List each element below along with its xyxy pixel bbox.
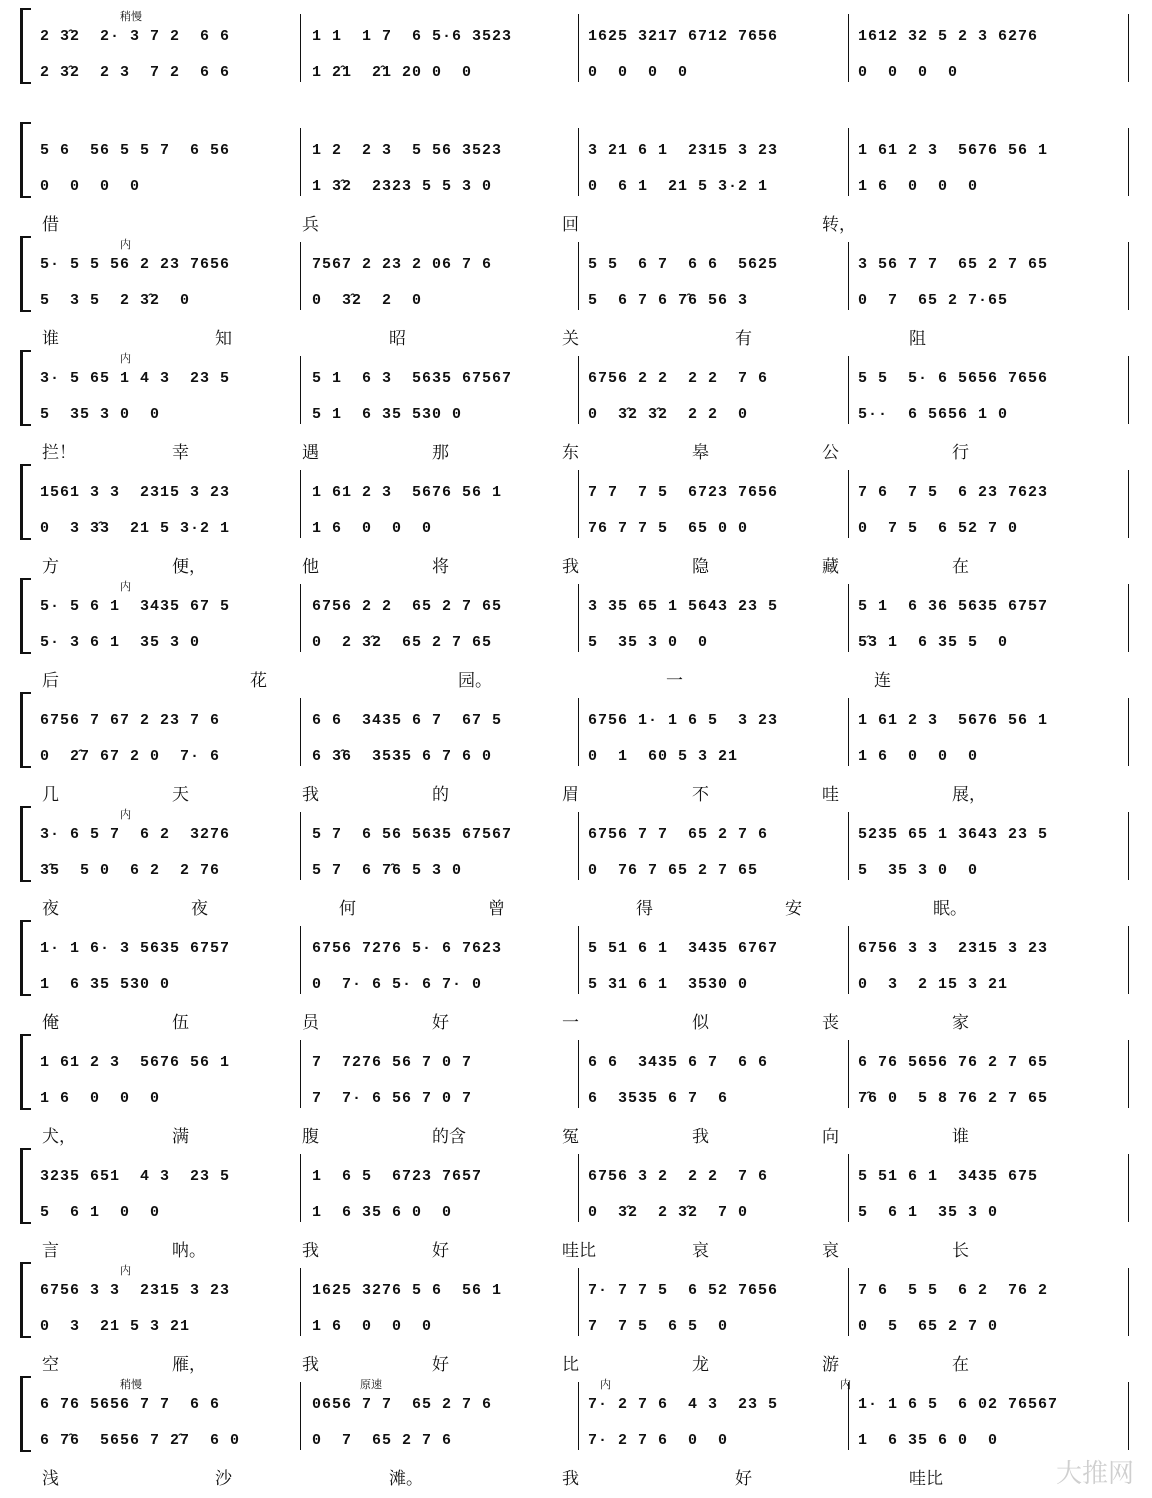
upper-part-measure: 1 2 2 3 5 56 3523 [312,142,503,159]
lyric-syllable: 腹 [302,1127,319,1146]
lyric-syllable: 方 [42,557,59,576]
lower-part-measure: 5 35 3 0 0 [40,406,161,423]
lyric-syllable: 皋 [692,443,709,462]
upper-part-measure: 2 3̂2 2· 3 7 2 6 6 [40,28,231,45]
score-system [0,576,1152,688]
lyric-syllable: 伍 [172,1013,189,1032]
barline [848,812,849,880]
barline [1128,356,1129,424]
lyric-syllable: 眉 [562,785,579,804]
lyric-syllable: 家 [952,1013,969,1032]
lyric-syllable: 空 [42,1355,59,1374]
lower-part-measure: 0 3 21 5 3 21 [40,1318,191,1335]
lower-part-measure: 0 0 0 0 [858,64,959,81]
lyric-syllable: 眠。 [933,899,967,918]
lyric-syllable: 展， [952,785,986,804]
lyric-syllable: 俺 [42,1013,59,1032]
lower-part-measure: 1 2̂1 2̂1 20 0 0 [312,64,473,81]
upper-part-measure: 3 56 7 7 65 2 7 65 [858,256,1049,273]
lyric-syllable: 园。 [458,671,492,690]
lyric-syllable: 夜 [191,899,208,918]
upper-part-measure: 5 7 6 56 5635 67567 [312,826,513,843]
lower-part-measure: 7 7· 6 56 7 0 7 [312,1090,473,1107]
lyric-syllable: 昭 [389,329,406,348]
barline [578,1382,579,1450]
upper-part-measure: 7 7 7 5 6723 7656 [588,484,779,501]
barline [848,1382,849,1450]
lower-part-measure: 5 35 3 0 0 [858,862,979,879]
system-brace [20,920,31,996]
lower-part-measure: 1 6 0 0 0 [858,178,979,195]
upper-part-measure: 6756 7 67 2 23 7 6 [40,712,221,729]
lyric-syllable: 后 [42,671,59,690]
score-system [0,1374,1152,1486]
upper-part-measure: 6756 2 2 65 2 7 65 [312,598,503,615]
upper-part-measure: 6 6 3435 6 7 67 5 [312,712,503,729]
lower-part-measure: 7̂6 0 5 8 76 2 7 65 [858,1090,1049,1107]
lower-part-measure: 5 31 6 1 3530 0 [588,976,749,993]
score-system [0,804,1152,916]
lyric-syllable: 沙 [215,1469,232,1488]
barline [578,242,579,310]
lower-part-measure: 6 3535 6 7 6 [588,1090,729,1107]
lyric-syllable: 哀 [822,1241,839,1260]
upper-part-measure: 5 6 56 5 5 7 6 56 [40,142,231,159]
lower-part-measure: 0 3 2 15 3 21 [858,976,1009,993]
score-system [0,918,1152,1030]
lyric-syllable: 拦！ [42,443,76,462]
barline [1128,812,1129,880]
lyric-syllable: 公 [822,443,839,462]
upper-part-measure: 3235 651 4 3 23 5 [40,1168,231,1185]
lyric-syllable: 哀 [692,1241,709,1260]
lyric-syllable: 得 [636,899,653,918]
upper-part-measure: 1· 1 6 5 6 02 76567 [858,1396,1059,1413]
lyric-syllable: 兵 [302,215,319,234]
performance-mark: 内 [120,581,131,593]
lyric-syllable: 在 [952,557,969,576]
lower-part-measure: 0 76 7 65 2 7 65 [588,862,759,879]
upper-part-measure: 3 21 6 1 2315 3 23 [588,142,779,159]
barline [578,470,579,538]
lower-part-measure: 1 3̂2 2323 5 5 3 0 [312,178,493,195]
barline [578,1154,579,1222]
performance-mark: 内 [120,809,131,821]
upper-part-measure: 5· 5 6 1 3435 67 5 [40,598,231,615]
lyric-syllable: 雁， [172,1355,206,1374]
barline [848,242,849,310]
upper-part-measure: 1· 1 6· 3 5635 6757 [40,940,231,957]
lower-part-measure: 0 2̂7 67 2 0 7· 6 [40,748,221,765]
lyric-syllable: 回 [562,215,579,234]
lower-part-measure: 2 3̂2 2 3 7 2 6 6 [40,64,231,81]
barline [848,128,849,196]
lyric-syllable: 行 [952,443,969,462]
lyric-syllable: 在 [952,1355,969,1374]
score-system [0,6,1152,118]
system-brace [20,1262,31,1338]
upper-part-measure: 6 76 5656 76 2 7 65 [858,1054,1049,1071]
barline [578,926,579,994]
score-system [0,348,1152,460]
lower-part-measure: 0 7· 6 5· 6 7· 0 [312,976,483,993]
barline [848,1268,849,1336]
lower-part-measure: 0 3̂2 2 0 [312,292,423,309]
lyric-syllable: 向 [822,1127,839,1146]
lyric-syllable: 将 [432,557,449,576]
lyric-syllable: 犬， [42,1127,76,1146]
lower-part-measure: 1 6 35 6 0 0 [858,1432,999,1449]
lyric-syllable: 我 [302,1241,319,1260]
lyric-syllable: 比 [562,1355,579,1374]
lyric-syllable: 我 [302,1355,319,1374]
score-system [0,1260,1152,1372]
lyric-syllable: 我 [302,785,319,804]
lyric-syllable: 关 [562,329,579,348]
barline [1128,1382,1129,1450]
upper-part-measure: 7 6 7 5 6 23 7623 [858,484,1049,501]
barline [1128,128,1129,196]
upper-part-measure: 1625 3276 5 6 56 1 [312,1282,503,1299]
lyric-syllable: 游 [822,1355,839,1374]
lyric-syllable: 满 [172,1127,189,1146]
system-brace [20,122,31,198]
lower-part-measure: 0 3 3̂3 21 5 3·2 1 [40,520,231,537]
lyric-syllable: 长 [952,1241,969,1260]
lower-part-measure: 0 3̂2 3̂2 2 2 0 [588,406,749,423]
upper-part-measure: 1 61 2 3 5676 56 1 [40,1054,231,1071]
performance-mark: 稍慢 [120,11,142,23]
score-system [0,462,1152,574]
watermark-logo: 大推网 [1055,1458,1134,1488]
barline [1128,470,1129,538]
upper-part-measure: 6 76 5656 7 7 6 6 [40,1396,221,1413]
system-brace [20,692,31,768]
lyric-syllable: 冤 [562,1127,579,1146]
upper-part-measure: 5 1 6 3 5635 67567 [312,370,513,387]
upper-part-measure: 6 6 3435 6 7 6 6 [588,1054,769,1071]
barline [848,584,849,652]
upper-part-measure: 3· 5 65 1 4 3 23 5 [40,370,231,387]
upper-part-measure: 7567 2 23 2 06 7 6 [312,256,493,273]
system-brace [20,464,31,540]
lyric-syllable: 何 [339,899,356,918]
barline [578,1040,579,1108]
lyric-syllable: 一 [666,671,683,690]
upper-part-measure: 7· 7 7 5 6 52 7656 [588,1282,779,1299]
lower-part-measure: 6 7̂6 5656 7 2̂7 6 0 [40,1432,241,1449]
barline [578,698,579,766]
lyric-syllable: 夜 [42,899,59,918]
upper-part-measure: 1625 3217 6712 7656 [588,28,779,45]
lower-part-measure: 0 7 65 2 7·65 [858,292,1009,309]
performance-mark: 稍慢 [120,1379,142,1391]
upper-part-measure: 1 6 5 6723 7657 [312,1168,483,1185]
lyric-syllable: 花 [250,671,267,690]
lyric-syllable: 便， [172,557,206,576]
upper-part-measure: 5 51 6 1 3435 675 [858,1168,1039,1185]
barline [848,356,849,424]
lyric-syllable: 好 [432,1241,449,1260]
lyric-syllable: 知 [215,329,232,348]
system-brace [20,1148,31,1224]
lyric-syllable: 的含 [432,1127,466,1146]
barline [848,470,849,538]
lyric-syllable: 不 [692,785,709,804]
barline [578,356,579,424]
upper-part-measure: 3· 6 5 7 6 2 3276 [40,826,231,843]
upper-part-measure: 6756 1· 1 6 5 3 23 [588,712,779,729]
lower-part-measure: 0 0 0 0 [40,178,141,195]
system-brace [20,1376,31,1452]
upper-part-measure: 7 6 5 5 6 2 76 2 [858,1282,1049,1299]
upper-part-measure: 5· 5 5 56 2 23 7656 [40,256,231,273]
performance-mark: 内 [120,353,131,365]
lower-part-measure: 1 6 0 0 0 [312,1318,433,1335]
lyric-syllable: 借 [42,215,59,234]
barline [578,128,579,196]
upper-part-measure: 5235 65 1 3643 23 5 [858,826,1049,843]
system-brace [20,1034,31,1110]
upper-part-measure: 1561 3 3 2315 3 23 [40,484,231,501]
performance-mark: 原速 [360,1379,382,1391]
barline [578,1268,579,1336]
lyric-syllable: 哇 [822,785,839,804]
lower-part-measure: 5 3 5 2 3̂2 0 [40,292,191,309]
lyric-syllable: 我 [562,1469,579,1488]
performance-mark: 内 [600,1379,611,1391]
lower-part-measure: 5̂3 1 6 35 5 0 [858,634,1009,651]
barline [848,926,849,994]
barline [1128,926,1129,994]
lyric-syllable: 哇比 [562,1241,596,1260]
lower-part-measure: 5 6 1 35 3 0 [858,1204,999,1221]
barline [578,584,579,652]
lower-part-measure: 0 1 60 5 3 21 [588,748,739,765]
lyric-syllable: 谁 [42,329,59,348]
lower-part-measure: 0 7 5 6 52 7 0 [858,520,1019,537]
system-brace [20,578,31,654]
barline [1128,1040,1129,1108]
barline [848,1154,849,1222]
lyric-syllable: 有 [735,329,752,348]
lyric-syllable: 好 [432,1355,449,1374]
lyric-syllable: 好 [735,1469,752,1488]
lower-part-measure: 5 7 6 7̂6 5 3 0 [312,862,463,879]
upper-part-measure: 5 51 6 1 3435 6767 [588,940,779,957]
lower-part-measure: 7 7 5 6 5 0 [588,1318,729,1335]
system-brace [20,350,31,426]
lower-part-measure: 0 3̂2 2 3̂2 7 0 [588,1204,749,1221]
upper-part-measure: 5 5 6 7 6 6 5625 [588,256,779,273]
lyric-syllable: 滩。 [389,1469,423,1488]
lyric-syllable: 呐。 [172,1241,206,1260]
lower-part-measure: 5 6 7 6 7̂6 56 3 [588,292,749,309]
barline [578,812,579,880]
upper-part-measure: 5 5 5· 6 5656 7656 [858,370,1049,387]
upper-part-measure: 5 1 6 36 5635 6757 [858,598,1049,615]
score-system [0,1032,1152,1144]
upper-part-measure: 6756 3 2 2 2 7 6 [588,1168,769,1185]
lyric-syllable: 天 [172,785,189,804]
barline [848,698,849,766]
lyric-syllable: 好 [432,1013,449,1032]
lyric-syllable: 我 [692,1127,709,1146]
lyric-syllable: 的 [432,785,449,804]
lyric-syllable: 员 [302,1013,319,1032]
upper-part-measure: 6756 3 3 2315 3 23 [858,940,1049,957]
lower-part-measure: 5· 3 6 1 35 3 0 [40,634,201,651]
barline [848,14,849,82]
performance-mark: 内 [120,239,131,251]
score-system [0,1146,1152,1258]
lower-part-measure: 1 6 35 6 0 0 [312,1204,453,1221]
lyric-syllable: 哇比 [909,1469,943,1488]
upper-part-measure: 1 1 1 7 6 5·6 3523 [312,28,513,45]
lower-part-measure: 0 5 65 2 7 0 [858,1318,999,1335]
performance-mark: 内 [120,1265,131,1277]
lyric-syllable: 一 [562,1013,579,1032]
upper-part-measure: 1 61 2 3 5676 56 1 [858,712,1049,729]
lyric-syllable: 言 [42,1241,59,1260]
upper-part-measure: 1 61 2 3 5676 56 1 [312,484,503,501]
lower-part-measure: 7· 2 7 6 0 0 [588,1432,729,1449]
lyric-syllable: 那 [432,443,449,462]
system-brace [20,8,31,84]
barline [1128,1268,1129,1336]
lyric-syllable: 浅 [42,1469,59,1488]
lower-part-measure: 0 2 3̂2 65 2 7 65 [312,634,493,651]
lyric-syllable: 丧 [822,1013,839,1032]
upper-part-measure: 7 7276 56 7 0 7 [312,1054,473,1071]
barline [1128,584,1129,652]
upper-part-measure: 3 35 65 1 5643 23 5 [588,598,779,615]
lyric-syllable: 阻 [909,329,926,348]
lyric-syllable: 安 [785,899,802,918]
lower-part-measure: 0 0 0 0 [588,64,689,81]
lyric-syllable: 隐 [692,557,709,576]
lyric-syllable: 幸 [172,443,189,462]
lower-part-measure: 1 6 0 0 0 [312,520,433,537]
barline [1128,242,1129,310]
barline [1128,1154,1129,1222]
lower-part-measure: 1 6 35 530 0 [40,976,171,993]
score-system [0,234,1152,346]
lyric-syllable: 似 [692,1013,709,1032]
lyric-syllable: 转， [822,215,856,234]
lower-part-measure: 5 1 6 35 530 0 [312,406,463,423]
lower-part-measure: 76 7 7 5 65 0 0 [588,520,749,537]
lower-part-measure: 1 6 0 0 0 [40,1090,161,1107]
barline [578,14,579,82]
upper-part-measure: 0656 7 7 65 2 7 6 [312,1396,493,1413]
score-system [0,120,1152,232]
lyric-syllable: 藏 [822,557,839,576]
upper-part-measure: 7· 2 7 6 4 3 23 5 [588,1396,779,1413]
lower-part-measure: 0 7 65 2 7 6 [312,1432,453,1449]
lyric-syllable: 谁 [952,1127,969,1146]
lyric-syllable: 曾 [488,899,505,918]
upper-part-measure: 6756 2 2 2 2 7 6 [588,370,769,387]
lyric-syllable: 龙 [692,1355,709,1374]
upper-part-measure: 1 61 2 3 5676 56 1 [858,142,1049,159]
barline [1128,14,1129,82]
lyric-syllable: 他 [302,557,319,576]
lyric-syllable: 东 [562,443,579,462]
lyric-syllable: 遇 [302,443,319,462]
lyric-syllable: 连 [874,671,891,690]
performance-mark: 内 [840,1379,851,1391]
lower-part-measure: 5·· 6 5656 1 0 [858,406,1009,423]
system-brace [20,806,31,882]
system-brace [20,236,31,312]
upper-part-measure: 6756 7 7 65 2 7 6 [588,826,769,843]
lower-part-measure: 1 6 0 0 0 [858,748,979,765]
upper-part-measure: 1612 32 5 2 3 6276 [858,28,1039,45]
barline [1128,698,1129,766]
lower-part-measure: 0 6 1 21 5 3·2 1 [588,178,769,195]
lower-part-measure: 5 35 3 0 0 [588,634,709,651]
upper-part-measure: 6756 7276 5· 6 7623 [312,940,503,957]
lower-part-measure: 3̂5 5 0 6 2 2 76 [40,862,221,879]
lower-part-measure: 6 3̂6 3535 6 7 6 0 [312,748,493,765]
lower-part-measure: 5 6 1 0 0 [40,1204,161,1221]
lyric-syllable: 我 [562,557,579,576]
score-system [0,690,1152,802]
upper-part-measure: 6756 3 3 2315 3 23 [40,1282,231,1299]
lyric-syllable: 几 [42,785,59,804]
barline [848,1040,849,1108]
